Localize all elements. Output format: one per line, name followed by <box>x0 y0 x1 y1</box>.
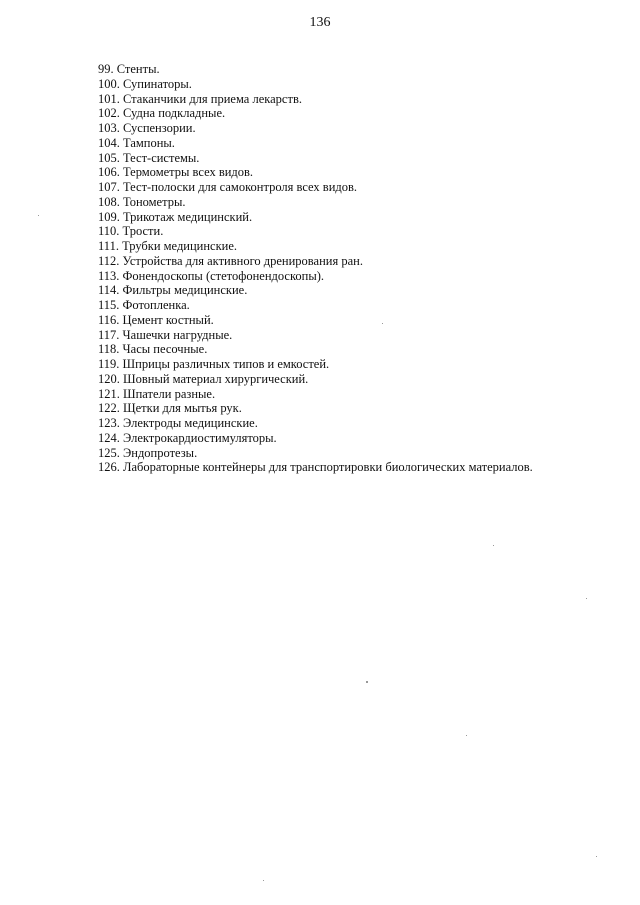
list-item: 105. Тест-системы. <box>98 150 200 165</box>
list-item: 122. Щетки для мытья рук. <box>98 401 242 416</box>
list-item: 114. Фильтры медицинские. <box>98 283 248 298</box>
scan-speck <box>493 545 494 546</box>
scan-speck <box>38 215 39 216</box>
list-item: 103. Суспензории. <box>98 121 196 135</box>
list-item: 101. Стаканчики для приема лекарств. <box>98 91 302 106</box>
list-item: 117. Чашечки нагрудные. <box>98 327 233 342</box>
scan-speck <box>586 598 587 599</box>
item-list <box>98 62 533 475</box>
list-item: 106. Термометры всех видов. <box>98 165 254 180</box>
list-item: 125. Эндопротезы. <box>98 445 198 460</box>
list-item: 123. Электроды медицинские. <box>98 416 258 430</box>
list-item: 100. Супинаторы. <box>98 76 192 91</box>
list-item: 113. Фонендоскопы (стетофонендоскопы). <box>98 268 325 283</box>
list-item: 119. Шприцы различных типов и емкостей. <box>98 357 330 371</box>
list-item: 116. Цемент костный. <box>98 312 214 327</box>
list-item: 120. Шовный материал хирургический. <box>98 371 309 386</box>
page-number: 136 <box>309 15 331 30</box>
list-item: 126. Лабораторные контейнеры для транспортировки биологических материалов. <box>98 460 533 475</box>
list-item: 115. Фотопленка. <box>98 298 190 312</box>
list-item: 109. Трикотаж медицинский. <box>98 209 253 224</box>
list-item: 104. Тампоны. <box>98 135 175 150</box>
list-item: 102. Судна подкладные. <box>98 106 226 121</box>
list-item: 108. Тонометры. <box>98 194 186 209</box>
list-item: 99. Стенты. <box>98 62 160 76</box>
list-item: 118. Часы песочные. <box>98 342 208 357</box>
scan-speck <box>263 880 264 881</box>
scan-speck <box>466 735 467 736</box>
list-item: 124. Электрокардиостимуляторы. <box>98 430 277 445</box>
scan-speck <box>366 681 368 683</box>
scan-speck <box>382 323 383 324</box>
list-item: 110. Трости. <box>98 224 164 239</box>
scan-speck <box>596 856 597 857</box>
list-item: 107. Тест-полоски для самоконтроля всех видов. <box>98 180 358 194</box>
list-item: 111. Трубки медицинские. <box>98 239 238 253</box>
list-item: 112. Устройства для активного дренирования ран. <box>98 253 363 268</box>
list-item: 121. Шпатели разные. <box>98 386 216 401</box>
